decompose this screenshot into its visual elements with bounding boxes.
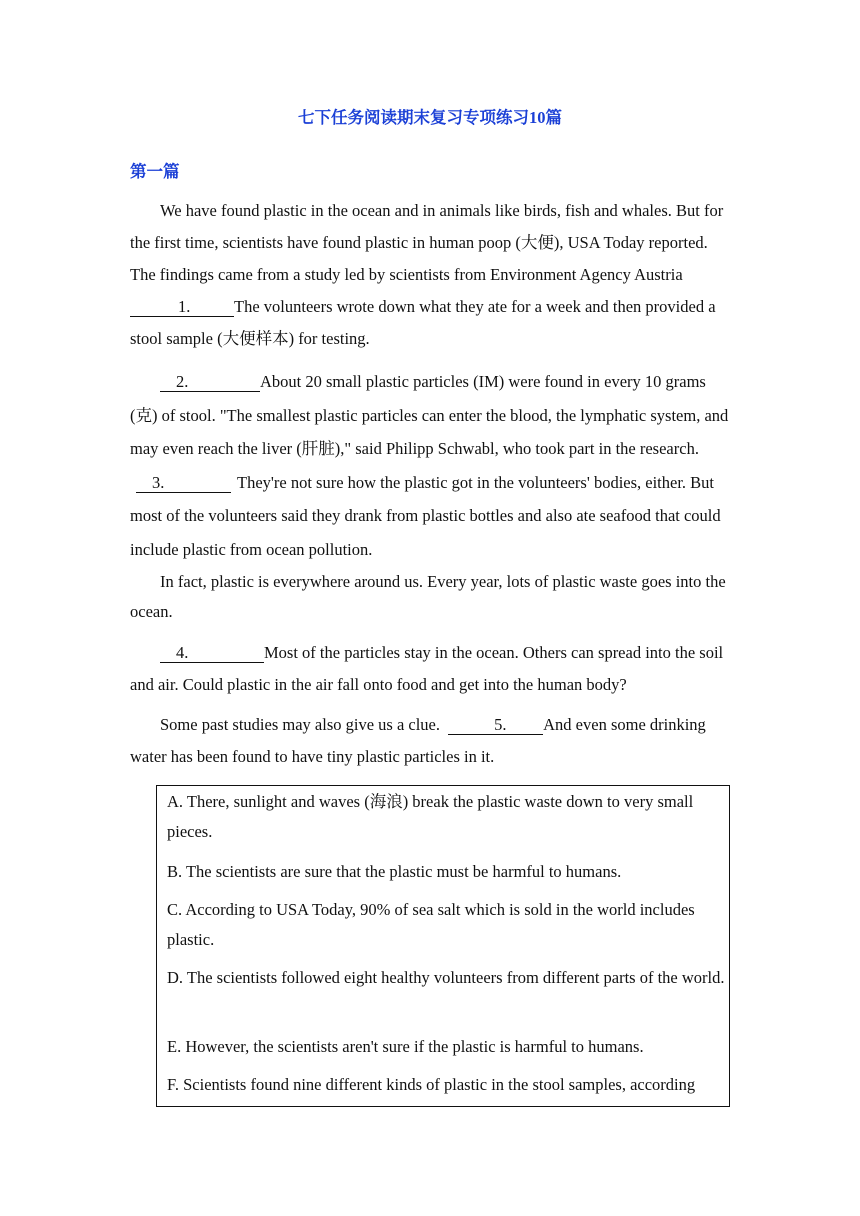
option-b: B. The scientists are sure that the plastic must be harmful to humans. <box>167 862 622 881</box>
paragraph-4 <box>130 637 734 701</box>
blank-5[interactable]: 5. <box>448 716 543 735</box>
blank-2[interactable]: 2. <box>160 373 260 392</box>
option-a: A. There, sunlight and waves (海浪) break the plastic waste down to very small pieces. <box>167 792 694 841</box>
paragraph-5 <box>130 709 734 773</box>
page-title: 七下任务阅读期末复习专项练习10篇 <box>298 108 562 127</box>
paragraph-2-continued: They're not sure how the plastic got in the volunteers' bodies, either. But most of the volunteers said they drank from plastic bottles and also ate seafood that could include plastic from ocean pollution. <box>130 472 721 559</box>
paragraph-2 <box>130 365 734 566</box>
paragraph-1 <box>130 195 734 355</box>
paragraph-5-text: Some past studies may also give us a clue. <box>160 715 440 734</box>
section-title: 第一篇 <box>130 162 180 181</box>
paragraph-1-continued: The volunteers wrote down what they ate for a week and then provided a stool sample (大便样本) for testing. <box>130 297 716 348</box>
paragraph-3: In fact, plastic is everywhere around us. Every year, lots of plastic waste goes into the ocean. <box>130 572 726 621</box>
paragraph-1-text: We have found plastic in the ocean and in animals like birds, fish and whales. But for the first time, scientists have found plastic in human poop (大便), USA Today reported. The findings came from a study led by scientists from Environment Agency Austria <box>130 201 724 284</box>
option-f: F. Scientists found nine different kinds of plastic in the stool samples, according <box>167 1075 696 1094</box>
blank-4[interactable]: 4. <box>160 644 264 663</box>
option-d: D. The scientists followed eight healthy volunteers from different parts of the world. <box>167 968 725 987</box>
options-box <box>156 785 730 1107</box>
paragraph-5-continued: And even some drinking water has been found to have tiny plastic particles in it. <box>130 715 706 766</box>
blank-3[interactable]: 3. <box>136 474 231 493</box>
blank-1[interactable]: 1. <box>130 298 234 317</box>
paragraph-4-text: Most of the particles stay in the ocean. Others can spread into the soil and air. Could plastic in the air fall onto food and get into the human body? <box>130 643 724 694</box>
option-c: C. According to USA Today, 90% of sea salt which is sold in the world includes plastic. <box>167 900 695 949</box>
option-e: E. However, the scientists aren't sure if the plastic is harmful to humans. <box>167 1037 644 1056</box>
paragraph-2-text: About 20 small plastic particles (IM) were found in every 10 grams (克) of stool. "The smallest plastic particles can enter the blood, the lymphatic system, and may even reach the liver (肝脏)," said Philipp Schwabl, who took part in the research. <box>130 372 729 458</box>
